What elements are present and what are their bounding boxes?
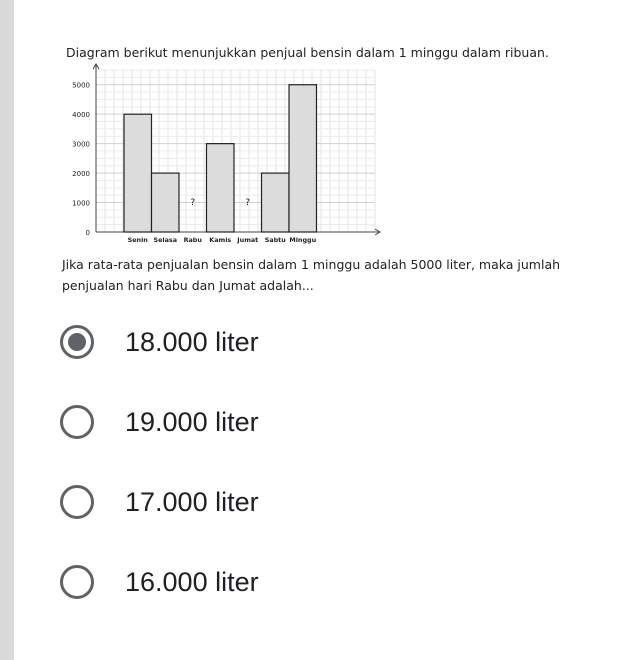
bar	[124, 114, 152, 232]
unknown-value-label: ?	[190, 198, 196, 208]
question-body: Jika rata-rata penjualan bensin dalam 1 minggu adalah 5000 liter, maka jumlah penjualan hari Rabu dan Jumat adalah...	[62, 257, 561, 293]
radio-dot-1	[68, 333, 86, 351]
x-tick-label: Sabtu	[264, 236, 286, 244]
y-tick-label: 3000	[72, 140, 90, 149]
bar	[152, 173, 180, 232]
x-tick-label: Senin	[127, 236, 148, 244]
bar	[289, 85, 317, 232]
x-tick-label: Rabu	[183, 236, 202, 244]
option-label-4: 16.000 liter	[125, 566, 259, 597]
radio-button-4[interactable]	[60, 565, 94, 599]
unknown-value-label: ?	[245, 198, 251, 208]
left-rail	[0, 0, 14, 660]
option-label-2: 19.000 liter	[125, 406, 259, 437]
radio-button-1[interactable]	[60, 325, 94, 359]
option-label-3: 17.000 liter	[125, 486, 259, 517]
bar	[262, 173, 290, 232]
y-tick-label: 4000	[72, 111, 90, 120]
y-tick-label: 2000	[72, 170, 90, 179]
x-tick-label: Selasa	[153, 236, 178, 244]
question-intro: Diagram berikut menunjukkan penjual bensin dalam 1 minggu dalam ribuan.	[66, 45, 549, 60]
option-1[interactable]	[60, 320, 580, 364]
x-tick-label: Kamis	[209, 236, 232, 244]
bar-chart	[60, 62, 390, 252]
option-4[interactable]	[60, 560, 580, 604]
bar	[207, 144, 235, 232]
y-tick-label: 1000	[72, 199, 90, 208]
y-tick-label: 0	[85, 229, 90, 237]
radio-button-2[interactable]	[60, 405, 94, 439]
radio-button-3[interactable]	[60, 485, 94, 519]
option-label-1: 18.000 liter	[125, 326, 259, 357]
x-tick-label: Jumat	[237, 236, 259, 244]
y-tick-label: 5000	[72, 81, 90, 90]
x-tick-label: Minggu	[289, 236, 317, 244]
option-2[interactable]	[60, 400, 580, 444]
option-3[interactable]	[60, 480, 580, 524]
